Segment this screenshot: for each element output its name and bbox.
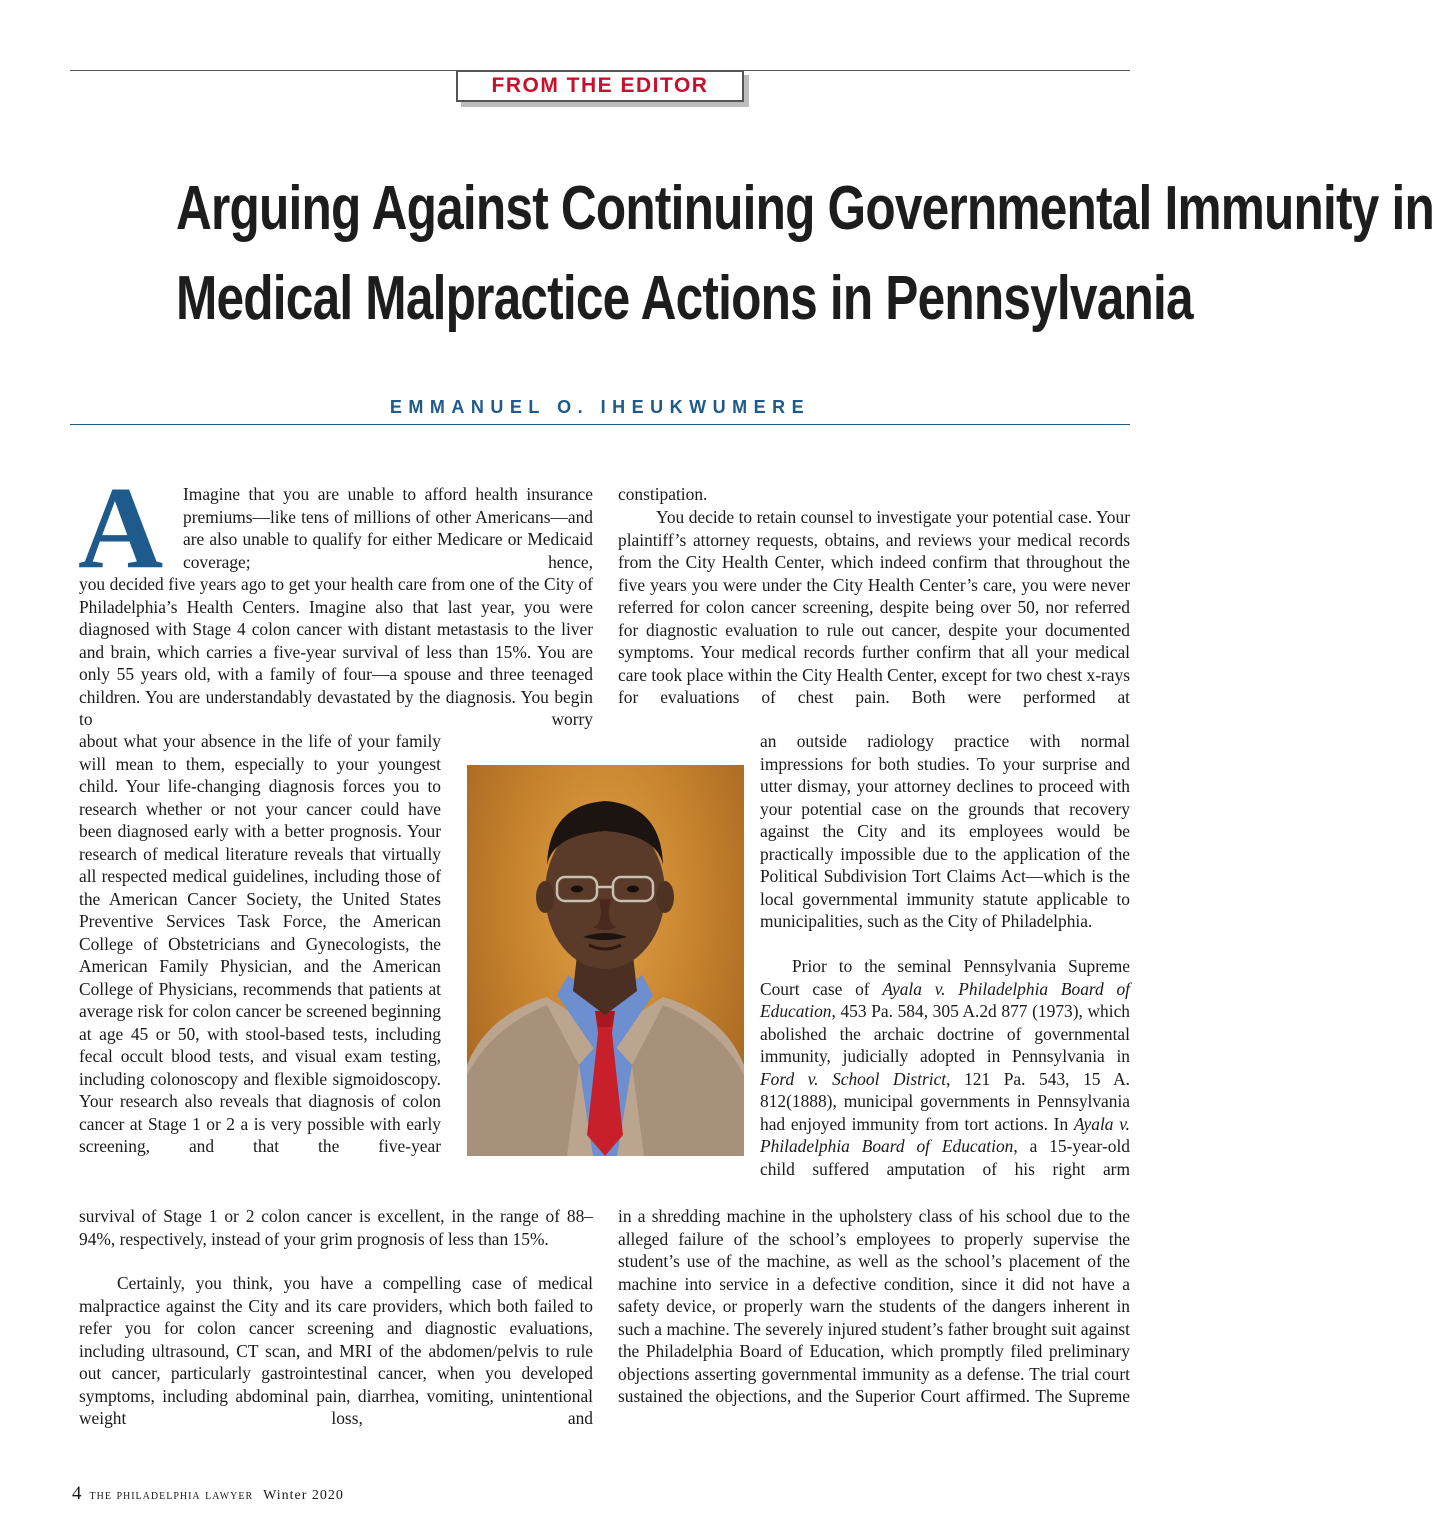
body-text: about what your absence in the life of your family will mean to them, especially to your youngest child. Your life-changing diagnosis forces you to research whether or not your cancer could have been diagnosed early with a better prognosis. Your research of medical literature reveals that virtually all respected medical guidelines, including those of the American Cancer Society, the United States Preventive Services Task Force, the American College of Obstetricians and Gynecologists, the American Family Physician, and the American College of Physicians, recommends that patients at average risk for colon cancer be screened beginning at age 45 or 50, with stool-based tests, including fecal occult blood tests, and visual exam testing, including colonoscopy and flexible sigmoidoscopy. Your research also reveals that diagnosis of colon cancer at Stage 1 or 2 a is very possible with early screening, and that the five-year bbox=[79, 731, 441, 1156]
drop-cap: A bbox=[78, 462, 164, 593]
page-footer bbox=[72, 1483, 344, 1505]
headline-line-2: Medical Malpractice Actions in Pennsylvania bbox=[176, 264, 1193, 333]
body-text: you decided five years ago to get your health care from one of the City of Philadelphia’s Health Centers. Imagine also that last year, you were diagnosed with Stage 4 colon cancer with distant metastasis to the liver and brain, which carries a five-year survival of less than 15%. You are only 55 years old, with a family of four—a spouse and three teenaged children. You are understandably devastated by the diagnosis. You begin to worry bbox=[79, 574, 593, 729]
author-portrait-icon bbox=[467, 765, 744, 1156]
body-text: constipation. bbox=[618, 484, 708, 504]
headline-line-1: Arguing Against Continuing Governmental Immunity in bbox=[176, 174, 1434, 243]
body-text: Prior to the seminal Pennsylvania Supreme Court case of Ayala v. Philadelphia Board of Education, 453 Pa. 584, 305 A.2d 877 (1973), which abolished the archaic doctrine of governmental immunity, judicially adopted in Pennsylvania in Ford v. School District, 121 Pa. 543, 15 A. 812(1888), municipal governments in Pennsylvania had enjoyed immunity from tort actions. In Ayala v. Philadelphia Board of Education, a 15-year-old child suffered amputation of his right arm bbox=[760, 956, 1130, 1179]
publication-name: the philadelphia lawyer bbox=[89, 1488, 254, 1503]
body-text: Certainly, you think, you have a compelling case of medical malpractice against the City and its care providers, which both failed to refer you for colon cancer screening and diagnostic evaluations, including ultrasound, CT scan, and MRI of the abdomen/pelvis to rule out cancer, particularly gastrointestinal cancer, when you developed symptoms, including abdominal pain, diarrhea, vomiting, unintentional weight loss, and bbox=[79, 1273, 593, 1428]
headline bbox=[176, 164, 1434, 344]
author-portrait bbox=[467, 765, 744, 1156]
body-text: in a shredding machine in the upholstery class of his school due to the alleged failure of the school’s employees to properly supervise the student’s use of the machine, as well as the school’s placement of the machine into service in a defective condition, since it did not have a safety device, or properly warn the students of the dangers inherent in such a machine. The severely injured student’s father brought suit against the Philadelphia Board of Education, which promptly filed preliminary objections asserting governmental immunity as a defense. The trial court sustained the objections, and the Superior Court affirmed. The Supreme bbox=[618, 1206, 1130, 1406]
page-number: 4 bbox=[72, 1483, 82, 1504]
byline: EMMANUEL O. IHEUKWUMERE bbox=[389, 397, 811, 417]
byline-rule bbox=[70, 424, 1130, 425]
body-text: an outside radiology practice with normal impressions for both studies. To your surprise and utter dismay, your attorney declines to proceed with your potential case on the grounds that recovery against the City and its employees would be practically impossible due to the application of the Political Subdivision Tort Claims Act—which is the local governmental immunity statute applicable to municipalities, such as the City of Philadelphia. bbox=[760, 731, 1130, 931]
issue-date: Winter 2020 bbox=[263, 1488, 344, 1503]
body-text: You decide to retain counsel to investigate your potential case. Your plaintiff’s attorney requests, obtains, and reviews your medical records from the City Health Center, which indeed confirm that throughout the five years you were under the City Health Center’s care, you were never referred for colon cancer screening, despite being over 50, nor referred for diagnostic evaluation to rule out cancer, despite your documented symptoms. Your medical records further confirm that all your medical care took place within the City Health Center, except for two chest x-rays for evaluations of chest pain. Both were performed at bbox=[618, 507, 1130, 707]
section-tag: FROM THE EDITOR bbox=[456, 70, 744, 102]
body-text: survival of Stage 1 or 2 colon cancer is excellent, in the range of 88–94%, respectively, instead of your grim prognosis of less than 15%. bbox=[79, 1206, 593, 1249]
body-text: Imagine that you are unable to afford health insurance premiums—like tens of millions of other Americans—and are also unable to qualify for either Medicare or Medicaid coverage; hence, bbox=[183, 484, 593, 572]
